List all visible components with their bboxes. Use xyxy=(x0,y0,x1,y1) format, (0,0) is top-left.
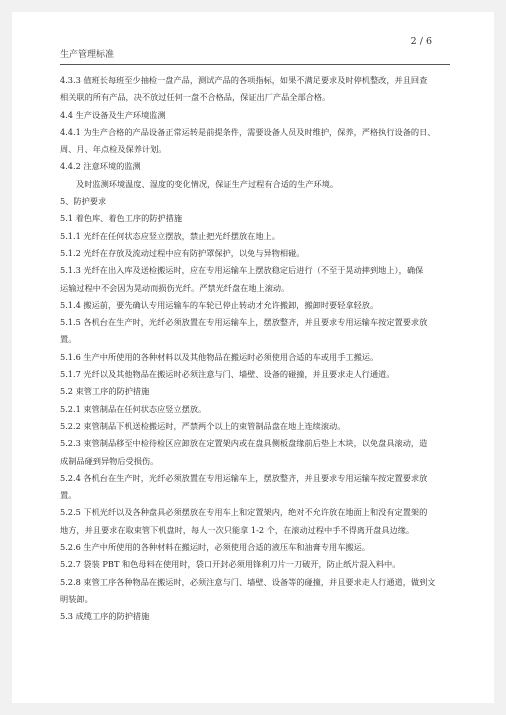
text-line: 运输过程中不会因为晃动而损伤光纤。严禁光纤盘在地上滚动。 xyxy=(60,282,290,293)
text-line: 地方，并且要求在取束管下机盘时，每人一次只能拿 1-2 个，在滚动过程中手不得离开盘具边缘。 xyxy=(60,524,415,535)
text-line: 5.1.4 搬运前，要先确认专用运输车的车轮已停止转动才允许搬卸，搬卸时要轻拿轻放。 xyxy=(60,299,379,310)
text-line: 4.4.1 为生产合格的产品设备正常运转是前提条件，需要设备人员及时维护，保养，严格执行设备的日、 xyxy=(60,126,436,137)
text-line: 置。 xyxy=(60,334,77,345)
document-title: 生产管理标准 xyxy=(60,50,115,60)
text-line: 5.2.4 各机台在生产时，光纤必须放置在专用运输车上，摆放整齐，并且要求专用运输车按定置要求放 xyxy=(60,472,428,483)
page-header xyxy=(60,36,450,65)
text-line: 5.1.3 光纤在出入库及送检搬运时，应在专用运输车上摆放稳定后进行（不至于晃动摔到地上），确保 xyxy=(60,265,424,276)
text-line: 5.1.1 光纤在任何状态应竖立摆放，禁止把光纤摆放在地上。 xyxy=(60,230,280,241)
text-line: 5.2.7 袋装 PBT 和色母料在使用时，袋口开封必须用锋利刀片一刀破开，防止纸片混入料中。 xyxy=(60,559,401,570)
text-line: 及时监测环境温度、湿度的变化情况，保证生产过程有合适的生产环境。 xyxy=(76,178,339,189)
text-line: 5.1 着色库、着色工序的防护措施 xyxy=(60,213,183,224)
document-body xyxy=(60,72,454,626)
page-number: 2 / 6 xyxy=(410,36,432,47)
text-line: 相关联的所有产品，决不放过任何一盘不合格品，保证出厂产品全部合格。 xyxy=(60,92,331,103)
text-line: 成制品碰到异物后受损伤。 xyxy=(60,455,159,466)
text-line: 4.4 生产设备及生产环境监测 xyxy=(60,109,166,120)
text-line: 5.2.3 束管制品移至中检待检区应卸放在定置架内或在盘具侧板盘缘前后垫上木块，以免盘具滚动，造 xyxy=(60,438,428,449)
text-line: 周、月、年点检及保养计划。 xyxy=(60,144,167,155)
text-line: 5.2.6 生产中所使用的各种材料在搬运时，必须使用合适的液压车和油膏专用车搬运。 xyxy=(60,542,370,553)
text-line: 5.2.2 束管制品下机送检搬运时，严禁两个以上的束管制品盘在地上连续滚动。 xyxy=(60,420,346,431)
text-line: 5.1.6 生产中所使用的各种材料以及其他物品在搬运时必须使用合适的车或用手工搬运。 xyxy=(60,351,379,362)
text-line: 置。 xyxy=(60,490,77,501)
text-line: 5.3 成缆工序的防护措施 xyxy=(60,611,150,622)
text-line: 5.2.5 下机光纤以及各种盘具必须摆放在专用车上和定置架内，绝对不允许放在地面上和没有定置架的 xyxy=(60,507,428,518)
text-line: 5.1.5 各机台在生产时，光纤必须放置在专用运输车上，摆放整齐，并且要求专用运输车按定置要求放 xyxy=(60,317,428,328)
text-line: 5、防护要求 xyxy=(60,196,107,207)
text-line: 5.1.2 光纤在存放及流动过程中应有防护罩保护，以免与异物相碰。 xyxy=(60,247,305,258)
text-line: 4.4.2 注意环境的监测 xyxy=(60,161,141,172)
text-line: 5.2.1 束管制品在任何状态应竖立摆放。 xyxy=(60,403,207,414)
text-line: 5.2 束管工序的防护措施 xyxy=(60,386,150,397)
text-line: 5.2.8 束管工序各种物品在搬运时，必须注意与门、墙壁、设备等的碰撞，并且要求走人行通道，做到文 xyxy=(60,576,436,587)
text-line: 5.1.7 光纤以及其他物品在搬运时必须注意与门、墙壁、设备的碰撞，并且要求走人行通道。 xyxy=(60,369,395,380)
text-line: 明装卸。 xyxy=(60,593,93,604)
document-page xyxy=(12,12,494,703)
text-line: 4.3.3 值班长每班至少抽检一盘产品，测试产品的各项指标，如果不满足要求及时停机整改，并且回查 xyxy=(60,75,428,85)
